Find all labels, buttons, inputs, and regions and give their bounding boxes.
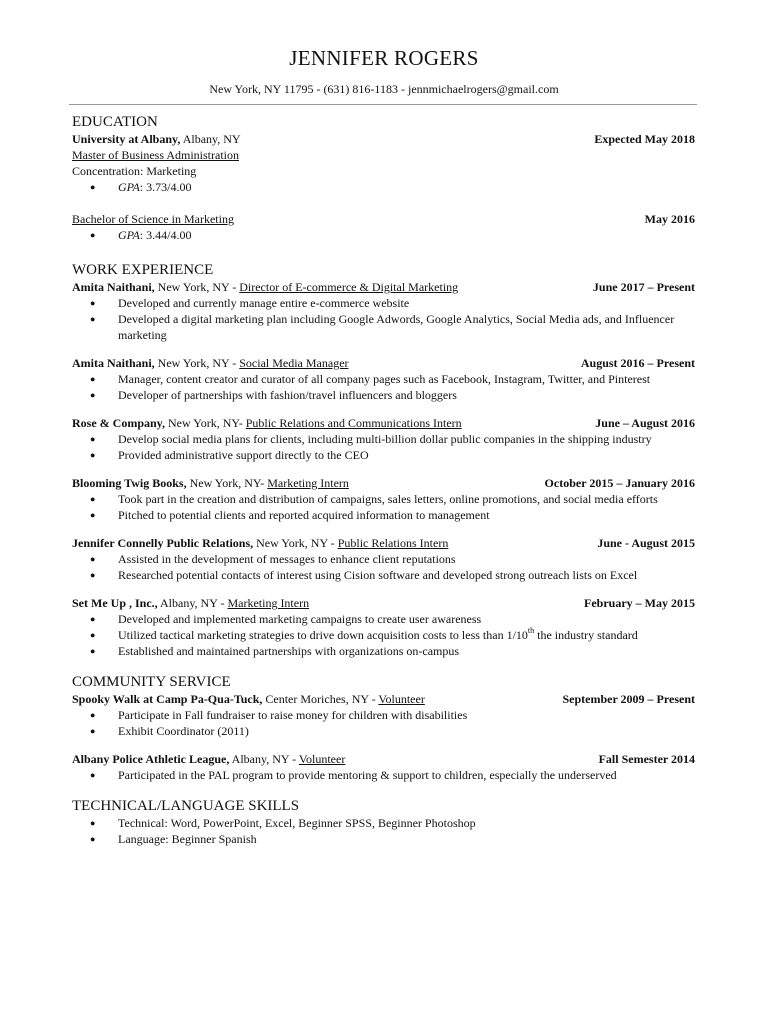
job-location: Albany, NY - <box>157 596 228 610</box>
job-entry <box>72 595 695 659</box>
job-org: Set Me Up , Inc., <box>72 596 158 610</box>
job-date: October 2015 – January 2016 <box>544 476 695 490</box>
job-org: Jennifer Connelly Public Relations, <box>72 536 254 550</box>
education-heading: EDUCATION <box>72 114 158 130</box>
job-org: Rose & Company, <box>72 416 166 430</box>
service-role: Volunteer <box>378 692 425 706</box>
job-role: Director of E-commerce & Digital Marketing <box>239 280 459 294</box>
list-item-text: Utilized tactical marketing strategies to drive down acquisition costs to less than 1/10 <box>118 628 528 642</box>
job-bullets <box>72 371 695 403</box>
job-entry <box>72 535 695 583</box>
job-location: New York, NY- <box>186 476 268 490</box>
job-location: New York, NY - <box>253 536 338 550</box>
school-date: Expected May 2018 <box>594 132 695 146</box>
list-item: ● Established and maintained partnerships with organizations on-campus <box>118 643 695 659</box>
job-org: Amita Naithani, <box>72 280 155 294</box>
service-location: Center Moriches, NY - <box>262 692 379 706</box>
list-item-tail: the industry standard <box>534 628 638 642</box>
school-name: University at Albany, <box>72 132 181 146</box>
degree-bs-row <box>72 211 695 227</box>
job-line <box>72 355 349 371</box>
service-date: September 2009 – Present <box>562 692 695 706</box>
job-bullets <box>72 491 695 523</box>
job-header <box>72 279 695 295</box>
list-item: ● Developed and implemented marketing campaigns to create user awareness <box>118 611 695 627</box>
job-bullets <box>72 295 695 343</box>
degree-bs-date: May 2016 <box>644 212 695 226</box>
job-header <box>72 595 695 611</box>
list-item: ● Developed and currently manage entire e-commerce website <box>118 295 695 311</box>
job-entry <box>72 475 695 523</box>
list-item: ● Manager, content creator and curator of all company pages such as Facebook, Instagram, Twitter, and Pinterest <box>118 371 695 387</box>
job-bullets <box>72 611 695 659</box>
job-line <box>72 279 458 295</box>
list-item: ● Develop social media plans for clients, including multi-billion dollar public companies in the shipping industry <box>118 431 695 447</box>
school-line <box>72 131 241 147</box>
list-item <box>118 227 695 243</box>
skills-bullets <box>72 815 695 847</box>
job-line <box>72 535 448 551</box>
gpa-label: GPA <box>118 180 140 194</box>
job-date: June - August 2015 <box>597 536 695 550</box>
list-item: ● Developer of partnerships with fashion/travel influencers and bloggers <box>118 387 695 403</box>
list-item: ● Assisted in the development of messages to enhance client reputations <box>118 551 695 567</box>
list-item: ● Exhibit Coordinator (2011) <box>118 723 695 739</box>
service-header <box>72 691 695 707</box>
superscript: th <box>527 626 535 635</box>
job-role: Marketing Intern <box>267 476 349 490</box>
job-org: Amita Naithani, <box>72 356 155 370</box>
service-entry <box>72 691 695 739</box>
candidate-name: JENNIFER ROGERS <box>289 46 479 70</box>
education-school-row <box>72 131 695 147</box>
resume-body <box>72 114 695 847</box>
job-bullets <box>72 551 695 583</box>
bs-gpa-list <box>72 227 695 243</box>
list-item: ● Language: Beginner Spanish <box>118 831 695 847</box>
service-org: Spooky Walk at Camp Pa-Qua-Tuck, <box>72 692 263 706</box>
list-item: ● Participated in the PAL program to provide mentoring & support to children, especially the underserved <box>118 767 695 783</box>
job-location: New York, NY - <box>154 280 240 294</box>
job-date: June – August 2016 <box>595 416 695 430</box>
service-header <box>72 751 695 767</box>
list-item <box>118 627 695 643</box>
job-date: February – May 2015 <box>584 596 695 610</box>
job-entry <box>72 415 695 463</box>
degree-mba: Master of Business Administration <box>72 148 239 162</box>
gpa-label: GPA <box>118 228 140 242</box>
list-item: ● Technical: Word, PowerPoint, Excel, Beginner SPSS, Beginner Photoshop <box>118 815 695 831</box>
service-line <box>72 691 425 707</box>
work-heading: WORK EXPERIENCE <box>72 262 214 278</box>
school-location: Albany, NY <box>180 132 241 146</box>
job-line <box>72 595 309 611</box>
community-heading: COMMUNITY SERVICE <box>72 674 231 690</box>
list-item: ● Researched potential contacts of interest using Cision software and developed strong outreach lists on Excel <box>118 567 695 583</box>
contact-line: New York, NY 11795 - (631) 816-1183 - jennmichaelrogers@gmail.com <box>209 82 559 96</box>
concentration: Concentration: Marketing <box>72 164 197 178</box>
job-location: New York, NY - <box>154 356 240 370</box>
list-item: ● Provided administrative support directly to the CEO <box>118 447 695 463</box>
job-role: Social Media Manager <box>239 356 349 370</box>
job-entry <box>72 279 695 343</box>
job-role: Public Relations Intern <box>337 536 449 550</box>
service-role: Volunteer <box>298 752 346 766</box>
job-line <box>72 475 349 491</box>
service-location: Albany, NY - <box>229 752 299 766</box>
job-header <box>72 355 695 371</box>
job-date: June 2017 – Present <box>592 280 695 294</box>
skills-heading: TECHNICAL/LANGUAGE SKILLS <box>72 798 300 814</box>
service-entry <box>72 751 695 783</box>
header-divider <box>69 104 697 105</box>
list-item <box>118 179 695 195</box>
job-location: New York, NY- <box>165 416 246 430</box>
job-line <box>72 415 462 431</box>
job-header <box>72 475 695 491</box>
service-date: Fall Semester 2014 <box>598 752 695 766</box>
job-role: Public Relations and Communications Intern <box>245 416 462 430</box>
list-item: ● Pitched to potential clients and reported acquired information to management <box>118 507 695 523</box>
job-org: Blooming Twig Books, <box>72 476 187 490</box>
list-item: ● Participate in Fall fundraiser to raise money for children with disabilities <box>118 707 695 723</box>
mba-gpa-list <box>72 179 695 195</box>
degree-bs: Bachelor of Science in Marketing <box>72 212 234 226</box>
service-bullets <box>72 707 695 739</box>
service-org: Albany Police Athletic League, <box>72 752 230 766</box>
gpa-value: : 3.73/4.00 <box>139 180 192 194</box>
job-entry <box>72 355 695 403</box>
job-bullets <box>72 431 695 463</box>
job-header <box>72 415 695 431</box>
job-date: August 2016 – Present <box>580 356 695 370</box>
job-header <box>72 535 695 551</box>
service-bullets <box>72 767 695 783</box>
list-item: ● Took part in the creation and distribution of campaigns, sales letters, online promotions, and social media efforts <box>118 491 695 507</box>
service-line <box>72 751 345 767</box>
list-item: ● Developed a digital marketing plan including Google Adwords, Google Analytics, Social Media ads, and Influencer marketing <box>118 311 695 343</box>
job-role: Marketing Intern <box>227 596 310 610</box>
gpa-value: : 3.44/4.00 <box>139 228 192 242</box>
